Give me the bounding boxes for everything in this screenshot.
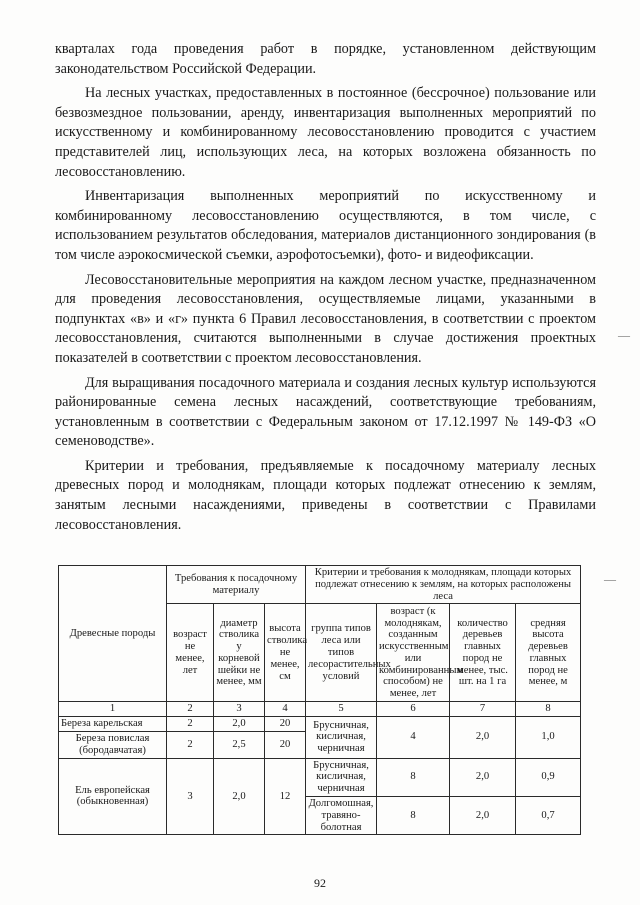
column-number: 7 xyxy=(450,702,516,717)
height-cell: 12 xyxy=(265,758,306,835)
forest-type-cell: Брусничная, кисличная, черничная xyxy=(306,758,377,796)
height-cell: 20 xyxy=(265,731,306,758)
header-avg-height: средняя высота деревьев главных пород не менее, м xyxy=(516,604,581,702)
stand-age-cell: 8 xyxy=(377,758,450,796)
header-species: Древесные породы xyxy=(59,566,167,702)
header-height: высота стволика не менее, см xyxy=(265,604,306,702)
paragraph-6: Критерии и требования, предъявляемые к посадочному материалу лесных древесных пород и молоднякам, площади которых подлежат отнесению к землям, занятым лесными насаждениями, приведены в соответствии с Правилами лесовосстановления. xyxy=(55,457,596,533)
header-age: возраст не менее, лет xyxy=(167,604,214,702)
column-number: 1 xyxy=(59,702,167,717)
paragraph-3: Инвентаризация выполненных мероприятий по искусственному и комбинированному лесовосстановлению осуществляются, в том числе, с использованием результатов обследования, материалов дистанционного зондирования (в том числе аэрокосмической съемки, аэрофотосъемки), фото- и видеофиксации. xyxy=(55,188,596,263)
page-number: 92 xyxy=(314,876,326,890)
stand-age-cell: 8 xyxy=(377,796,450,834)
header-stand-age: возраст (к молоднякам, созданным искусственным или комбинированным способом) не менее, лет xyxy=(377,604,450,702)
column-number: 6 xyxy=(377,702,450,717)
diameter-cell: 2,5 xyxy=(214,731,265,758)
criteria-table xyxy=(58,565,581,835)
column-numbers-row xyxy=(59,702,581,717)
scan-mark-icon: — xyxy=(618,328,630,342)
paragraph-5: Для выращивания посадочного материала и создания лесных культур используются районированные семена лесных насаждений, соответствующие требованиям, установленным в соответствии с Федеральным законом от 17.12.1997 № 149-ФЗ «О семеноводстве». xyxy=(55,374,596,450)
species-cell: Береза повислая (бородавчатая) xyxy=(59,731,167,758)
species-cell: Ель европейская (обыкновенная) xyxy=(59,758,167,835)
header-tree-count: количество деревьев главных пород не менее, тыс. шт. на 1 га xyxy=(450,604,516,702)
header-forest-type: группа типов леса или типов лесорастительных условий xyxy=(306,604,377,702)
tree-count-cell: 2,0 xyxy=(450,717,516,758)
age-cell: 3 xyxy=(167,758,214,835)
avg-height-cell: 1,0 xyxy=(516,717,581,758)
paragraph-1: кварталах года проведения работ в порядке, установленном действующим законодательством Российской Федерации. xyxy=(55,41,596,77)
column-number: 8 xyxy=(516,702,581,717)
stand-age-cell: 4 xyxy=(377,717,450,758)
column-number: 2 xyxy=(167,702,214,717)
column-number: 3 xyxy=(214,702,265,717)
diameter-cell: 2,0 xyxy=(214,717,265,732)
avg-height-cell: 0,7 xyxy=(516,796,581,834)
tree-count-cell: 2,0 xyxy=(450,796,516,834)
table-row xyxy=(59,758,581,796)
paragraph-4: Лесовосстановительные мероприятия на каждом лесном участке, предназначенном для проведения лесовосстановления, осуществляемые лицами, указанными в подпунктах «в» и «г» пункта 6 Правил лесовосстановления, в соответствии с проектом лесовосстановления, считаются выполненными в случае достижения проектных показателей в соответствии с проектом лесовосстановления. xyxy=(55,271,596,366)
forest-type-cell: Долгомошная, травяно-болотная xyxy=(306,796,377,834)
body-text xyxy=(55,40,596,538)
tree-count-cell: 2,0 xyxy=(450,758,516,796)
diameter-cell: 2,0 xyxy=(214,758,265,835)
header-young-stands: Критерии и требования к молоднякам, площади которых подлежат отнесению к землям, на которых расположены леса xyxy=(306,566,581,604)
species-cell: Береза карельская xyxy=(59,717,167,732)
header-planting-material: Требования к посадочному материалу xyxy=(167,566,306,604)
column-number: 4 xyxy=(265,702,306,717)
age-cell: 2 xyxy=(167,731,214,758)
table-row xyxy=(59,717,581,732)
avg-height-cell: 0,9 xyxy=(516,758,581,796)
forest-type-cell: Брусничная, кисличная, черничная xyxy=(306,717,377,758)
column-number: 5 xyxy=(306,702,377,717)
header-diameter: диаметр стволика у корневой шейки не менее, мм xyxy=(214,604,265,702)
scan-mark-icon: — xyxy=(604,572,616,586)
age-cell: 2 xyxy=(167,717,214,732)
paragraph-2: На лесных участках, предоставленных в постоянное (бессрочное) пользование или безвозмездное пользовании, аренду, инвентаризация выполненных мероприятий по искусственному и комбинированному лесовосстановлению проводится с участием представителей лиц, использующих леса, на которых возложена обязанность по лесовосстановлению. xyxy=(55,85,596,180)
height-cell: 20 xyxy=(265,717,306,732)
